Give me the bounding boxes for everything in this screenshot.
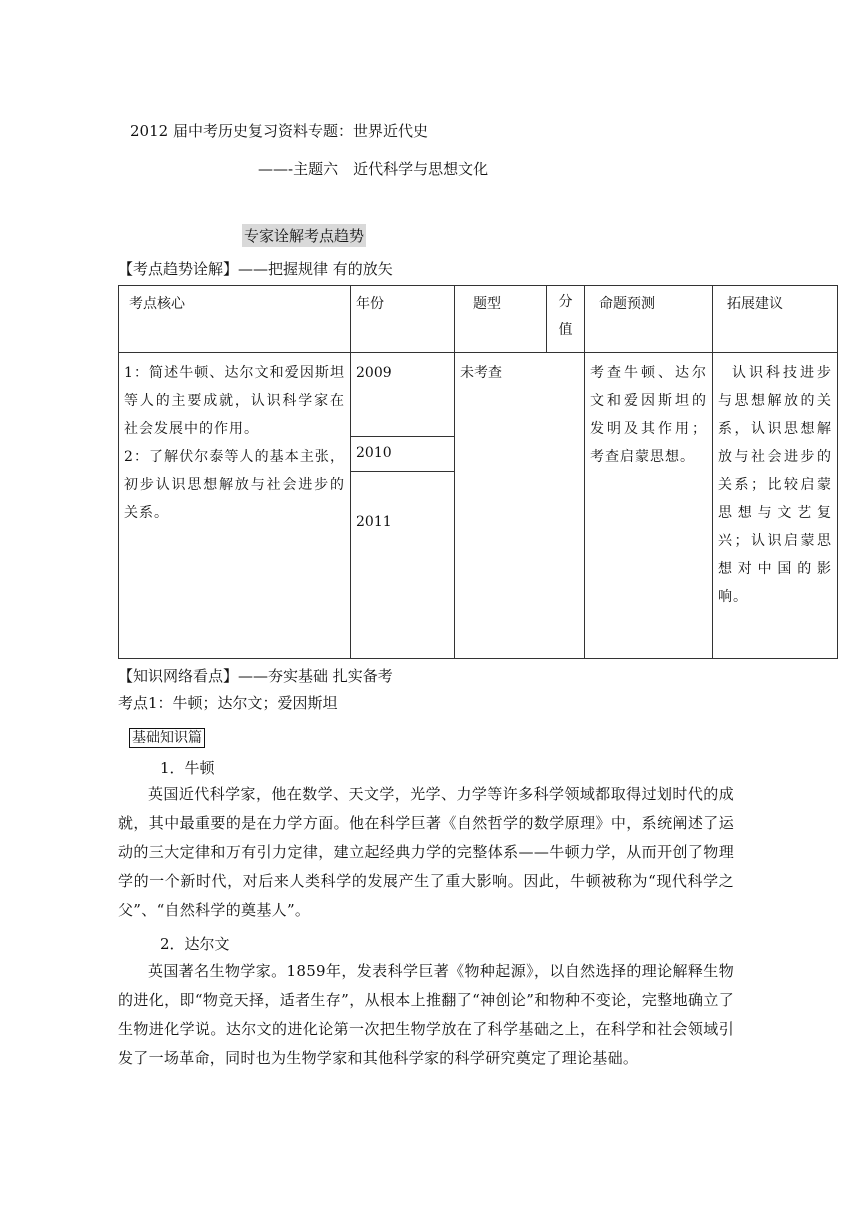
- trend-section-heading: 【考点趋势诠解】——把握规律 有的放矢: [118, 260, 393, 278]
- document-subtitle: ——-主题六 近代科学与思想文化: [258, 160, 489, 178]
- col-header-score: 分值: [547, 286, 585, 353]
- expert-label: 专家诠解考点趋势: [242, 224, 366, 247]
- key-point-1: 考点1：牛顿；达尔文；爱因斯坦: [118, 694, 338, 712]
- trend-table: [118, 285, 838, 659]
- year-2010: 2010: [351, 437, 455, 472]
- col-header-prediction: 命题预测: [585, 286, 713, 353]
- newton-paragraph: 英国近代科学家，他在数学、天文学，光学、力学等许多科学领域都取得过划时代的成就，其中最重要的是在力学方面。他在科学巨著《自然哲学的数学原理》中，系统阐述了运动的三大定律和万有引力定律，建立起经典力学的完整体系——牛顿力学，从而开创了物理学的一个新时代，对后来人类科学的发展产生了重大影响。因此，牛顿被称为“现代科学之父”、“自然科学的奠基人”。: [118, 785, 734, 919]
- basic-knowledge-label: 基础知识篇: [129, 728, 205, 748]
- document-title: 2012 届中考历史复习资料专题：世界近代史: [130, 122, 428, 140]
- core-part2: 2：了解伏尔泰等人的基本主张，初步认识思想解放与社会进步的关系。: [124, 449, 345, 521]
- table-header-row: [119, 286, 838, 353]
- core-part1: 1：简述牛顿、达尔文和爱因斯坦等人的主要成就，认识科学家在社会发展中的作用。: [124, 365, 345, 437]
- year-2009: 2009: [351, 353, 455, 437]
- col-header-type: 题型: [455, 286, 547, 353]
- col-header-year: 年份: [351, 286, 455, 353]
- prediction-cell: 考查牛顿、达尔文和爱因斯坦的发明及其作用；考查启蒙思想。: [585, 353, 713, 659]
- table-row: [119, 353, 838, 437]
- col-header-core: 考点核心: [119, 286, 351, 353]
- newton-heading: 1．牛顿: [160, 759, 215, 777]
- darwin-heading: 2．达尔文: [160, 935, 230, 953]
- type-cell: 未考查: [455, 353, 585, 659]
- core-cell: [119, 353, 351, 659]
- suggestion-cell: 认识科技进步与思想解放的关系，认识思想解放与社会进步的关系；比较启蒙思想与文艺复兴；认识启蒙思想对中国的影响。: [713, 353, 838, 659]
- year-2011: 2011: [351, 472, 455, 659]
- knowledge-section-heading: 【知识网络看点】——夯实基础 扎实备考: [118, 667, 393, 685]
- darwin-paragraph: 英国著名生物学家。1859年，发表科学巨著《物种起源》，以自然选择的理论解释生物的进化，即“物竞天择，适者生存”，从根本上推翻了“神创论”和物种不变论，完整地确立了生物进化学说。达尔文的进化论第一次把生物学放在了科学基础之上，在科学和社会领域引发了一场革命，同时也为生物学家和其他科学家的科学研究奠定了理论基础。: [118, 962, 734, 1067]
- col-header-suggestion: 拓展建议: [713, 286, 838, 353]
